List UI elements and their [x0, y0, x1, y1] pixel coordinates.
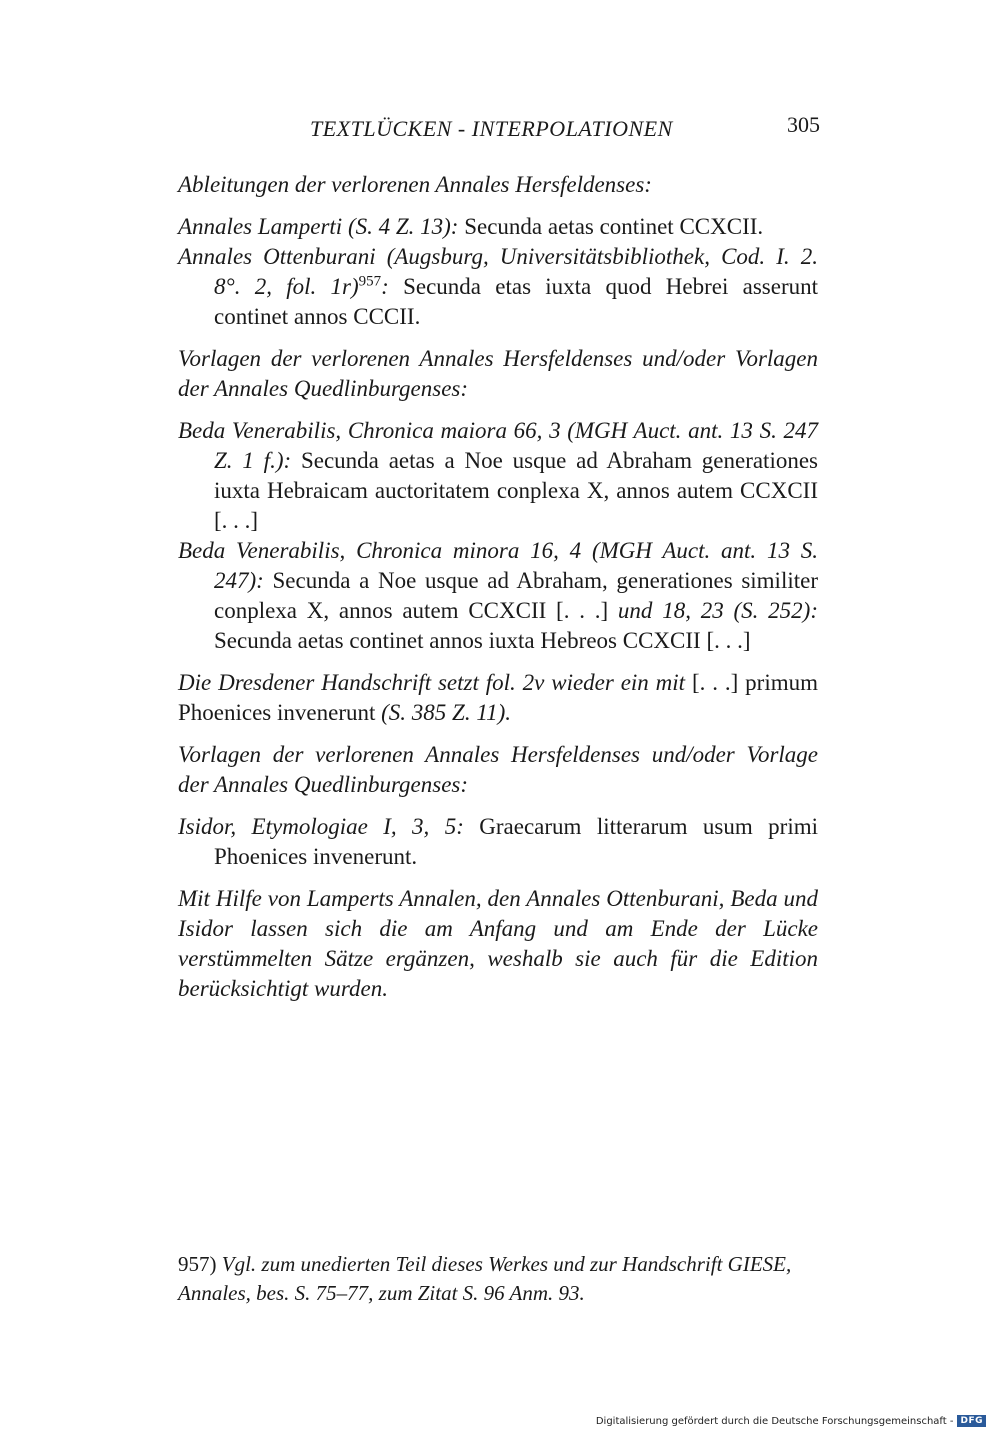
entry-source: Beda Venerabilis, Chronica maiora 66, 3 (MGH Auct. ant. 13 S. 247 Z. 1 f.): [178, 418, 818, 473]
paragraph-ref: (S. 385 Z. 11). [381, 700, 512, 725]
entry-annales-ottenburani [178, 242, 818, 332]
closing-paragraph: Mit Hilfe von Lamperts Annalen, den Annales Ottenburani, Beda und Isidor lassen sich die am Anfang und am Ende der Lücke verstümmelten Sätze ergänzen, weshalb sie auch für die Edition berücksichtigt wurden. [178, 886, 818, 1001]
entry-text: Graecarum litterarum usum primi Phoenices invenerunt. [214, 814, 819, 869]
dfg-logo: DFG [957, 1415, 986, 1427]
entry-source: Annales Lamperti (S. 4 Z. 13): [178, 214, 459, 239]
entry-source-secondary: und 18, 23 (S. 252): [617, 598, 818, 623]
entry-source: Annales Ottenburani (Augsburg, Universitätsbibliothek, Cod. I. 2. 8°. 2, fol. 1r) [178, 244, 818, 299]
entry-text: Secunda a Noe usque ad Abraham, generationes similiter conplexa X, annos autem CCXCII [. . .] [214, 568, 818, 623]
entry-isidor [178, 812, 818, 872]
footnote [178, 1250, 818, 1308]
paragraph-dresden [178, 668, 818, 728]
footnote-ref: 957 [358, 273, 382, 290]
entry-source: Beda Venerabilis, Chronica minora 16, 4 (MGH Auct. ant. 13 S. 247): [178, 538, 818, 593]
entry-beda-maiora [178, 416, 818, 536]
section-heading-models: Vorlagen der verlorenen Annales Hersfeldenses und/oder Vorlagen der Annales Quedlinburgenses: [178, 346, 818, 401]
entry-group-beda [178, 416, 818, 656]
entry-group-derivations [178, 212, 818, 332]
entry-text: Secunda aetas a Noe usque ad Abraham generationes iuxta Hebraicam auctoritatem conplexa X, annos autem CCXCII [. . .] [214, 448, 818, 533]
entry-beda-minora [178, 536, 818, 656]
running-title: TEXTLÜCKEN - INTERPOLATIONEN [310, 116, 673, 141]
digitization-credit [596, 1415, 986, 1427]
entry-group-isidor [178, 812, 818, 872]
entry-annales-lamperti [178, 212, 818, 242]
section-heading-models-2: Vorlagen der verlorenen Annales Hersfeldenses und/oder Vorlage der Annales Quedlinburgenses: [178, 742, 818, 797]
paragraph-italic: Die Dresdener Handschrift setzt fol. 2v wieder ein mit [178, 670, 686, 695]
paragraph-text: [. . .] primum Phoenices invenerunt [178, 670, 818, 725]
entry-text: Secunda aetas continet CCXCII. [458, 214, 764, 239]
credit-text: Digitalisierung gefördert durch die Deutsche Forschungsgemeinschaft - [595, 1415, 954, 1427]
footnote-number: 957) [178, 1252, 217, 1276]
entry-source: Isidor, Etymologiae I, 3, 5: [178, 814, 464, 839]
entry-colon: : [381, 274, 389, 299]
main-text [178, 170, 818, 1016]
footnote-text: Vgl. zum unedierten Teil dieses Werkes und zur Handschrift GIESE, Annales, bes. S. 75–77, zum Zitat S. 96 Anm. 93. [178, 1252, 792, 1305]
entry-text: Secunda etas iuxta quod Hebrei asserunt continet annos CCCII. [214, 274, 819, 329]
entry-text-secondary: Secunda aetas continet annos iuxta Hebreos CCXCII [. . .] [214, 628, 751, 653]
section-heading-derivations: Ableitungen der verlorenen Annales Hersfeldenses: [178, 172, 652, 197]
page-number: 305 [787, 112, 820, 137]
